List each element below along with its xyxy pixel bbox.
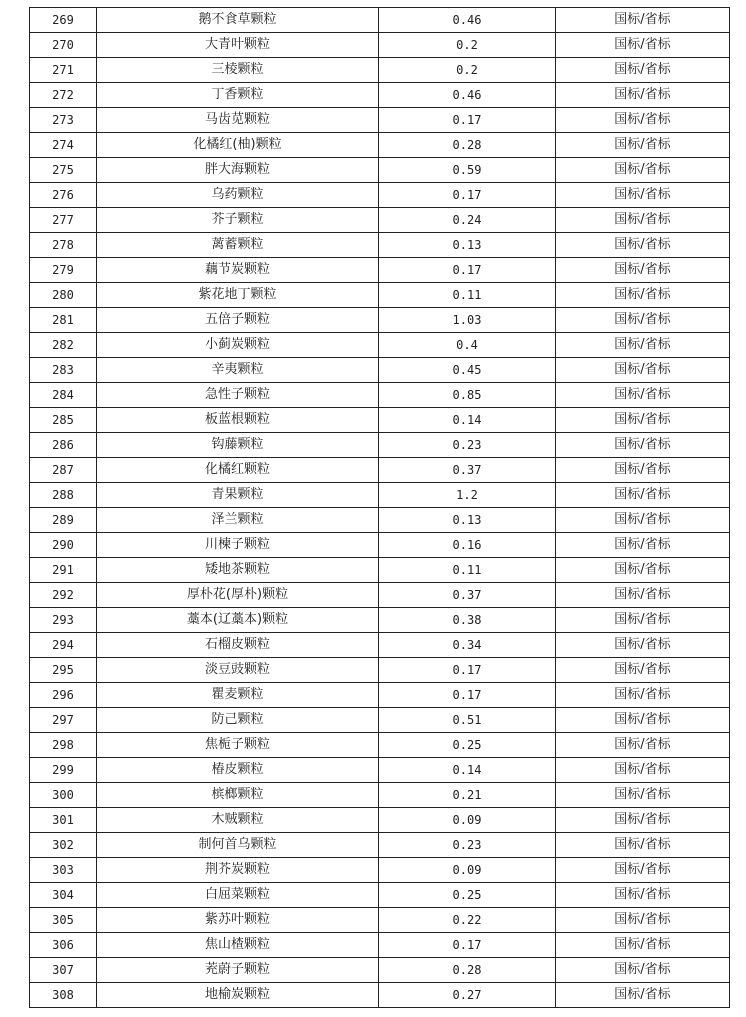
value-cell: 0.46 [379, 8, 556, 33]
product-name-cell: 白屈菜颗粒 [97, 883, 379, 908]
product-name-cell: 急性子颗粒 [97, 383, 379, 408]
table-row [30, 383, 730, 408]
standard-cell: 国标/省标 [556, 983, 730, 1008]
product-name-cell: 泽兰颗粒 [97, 508, 379, 533]
row-number-cell: 305 [30, 908, 97, 933]
value-cell: 0.59 [379, 158, 556, 183]
table-row [30, 783, 730, 808]
table-row [30, 433, 730, 458]
table-row [30, 858, 730, 883]
table-row [30, 933, 730, 958]
value-cell: 0.4 [379, 333, 556, 358]
table-row [30, 833, 730, 858]
row-number-cell: 275 [30, 158, 97, 183]
value-cell: 0.38 [379, 608, 556, 633]
product-name-cell: 乌药颗粒 [97, 183, 379, 208]
table-row [30, 108, 730, 133]
table-row [30, 158, 730, 183]
table-row [30, 508, 730, 533]
table-row [30, 208, 730, 233]
product-name-cell: 丁香颗粒 [97, 83, 379, 108]
row-number-cell: 284 [30, 383, 97, 408]
standard-cell: 国标/省标 [556, 658, 730, 683]
standard-cell: 国标/省标 [556, 8, 730, 33]
standard-cell: 国标/省标 [556, 483, 730, 508]
product-name-cell: 藁本(辽藁本)颗粒 [97, 608, 379, 633]
table-row [30, 83, 730, 108]
standard-cell: 国标/省标 [556, 883, 730, 908]
value-cell: 0.46 [379, 83, 556, 108]
standard-cell: 国标/省标 [556, 858, 730, 883]
table-row [30, 8, 730, 33]
value-cell: 0.16 [379, 533, 556, 558]
table-row [30, 558, 730, 583]
value-cell: 1.2 [379, 483, 556, 508]
row-number-cell: 293 [30, 608, 97, 633]
row-number-cell: 301 [30, 808, 97, 833]
product-name-cell: 鹅不食草颗粒 [97, 8, 379, 33]
standard-cell: 国标/省标 [556, 908, 730, 933]
row-number-cell: 296 [30, 683, 97, 708]
row-number-cell: 297 [30, 708, 97, 733]
product-name-cell: 地榆炭颗粒 [97, 983, 379, 1008]
product-name-cell: 钩藤颗粒 [97, 433, 379, 458]
standard-cell: 国标/省标 [556, 233, 730, 258]
table-row [30, 908, 730, 933]
value-cell: 0.28 [379, 958, 556, 983]
value-cell: 0.28 [379, 133, 556, 158]
product-name-cell: 青果颗粒 [97, 483, 379, 508]
product-name-cell: 紫苏叶颗粒 [97, 908, 379, 933]
row-number-cell: 308 [30, 983, 97, 1008]
table-row [30, 358, 730, 383]
row-number-cell: 304 [30, 883, 97, 908]
product-name-cell: 矮地茶颗粒 [97, 558, 379, 583]
table-row [30, 733, 730, 758]
table-row [30, 583, 730, 608]
row-number-cell: 307 [30, 958, 97, 983]
standard-cell: 国标/省标 [556, 633, 730, 658]
product-name-cell: 荆芥炭颗粒 [97, 858, 379, 883]
product-name-cell: 厚朴花(厚朴)颗粒 [97, 583, 379, 608]
standard-cell: 国标/省标 [556, 133, 730, 158]
row-number-cell: 291 [30, 558, 97, 583]
product-name-cell: 化橘红(柚)颗粒 [97, 133, 379, 158]
standard-cell: 国标/省标 [556, 333, 730, 358]
table-row [30, 58, 730, 83]
value-cell: 0.17 [379, 933, 556, 958]
value-cell: 0.17 [379, 258, 556, 283]
row-number-cell: 299 [30, 758, 97, 783]
standard-cell: 国标/省标 [556, 258, 730, 283]
table-row [30, 758, 730, 783]
value-cell: 0.2 [379, 33, 556, 58]
row-number-cell: 277 [30, 208, 97, 233]
value-cell: 0.37 [379, 583, 556, 608]
product-name-cell: 石榴皮颗粒 [97, 633, 379, 658]
table-row [30, 483, 730, 508]
row-number-cell: 285 [30, 408, 97, 433]
table-row [30, 883, 730, 908]
row-number-cell: 269 [30, 8, 97, 33]
value-cell: 1.03 [379, 308, 556, 333]
standard-cell: 国标/省标 [556, 533, 730, 558]
value-cell: 0.14 [379, 758, 556, 783]
standard-cell: 国标/省标 [556, 958, 730, 983]
table-row [30, 658, 730, 683]
standard-cell: 国标/省标 [556, 808, 730, 833]
value-cell: 0.13 [379, 508, 556, 533]
row-number-cell: 270 [30, 33, 97, 58]
product-name-cell: 小蓟炭颗粒 [97, 333, 379, 358]
table-row [30, 608, 730, 633]
table-row [30, 258, 730, 283]
product-name-cell: 马齿苋颗粒 [97, 108, 379, 133]
value-cell: 0.37 [379, 458, 556, 483]
table-row [30, 633, 730, 658]
product-name-cell: 芥子颗粒 [97, 208, 379, 233]
standard-cell: 国标/省标 [556, 308, 730, 333]
standard-cell: 国标/省标 [556, 158, 730, 183]
standard-cell: 国标/省标 [556, 108, 730, 133]
product-name-cell: 大青叶颗粒 [97, 33, 379, 58]
product-name-cell: 藕节炭颗粒 [97, 258, 379, 283]
row-number-cell: 283 [30, 358, 97, 383]
value-cell: 0.25 [379, 733, 556, 758]
row-number-cell: 273 [30, 108, 97, 133]
value-cell: 0.13 [379, 233, 556, 258]
table-row [30, 283, 730, 308]
table-row [30, 183, 730, 208]
table-row [30, 408, 730, 433]
product-name-cell: 防己颗粒 [97, 708, 379, 733]
product-name-cell: 淡豆豉颗粒 [97, 658, 379, 683]
value-cell: 0.09 [379, 808, 556, 833]
row-number-cell: 298 [30, 733, 97, 758]
product-name-cell: 制何首乌颗粒 [97, 833, 379, 858]
table-body [30, 8, 730, 1008]
value-cell: 0.09 [379, 858, 556, 883]
product-name-cell: 焦山楂颗粒 [97, 933, 379, 958]
value-cell: 0.23 [379, 433, 556, 458]
value-cell: 0.23 [379, 833, 556, 858]
value-cell: 0.34 [379, 633, 556, 658]
product-name-cell: 焦栀子颗粒 [97, 733, 379, 758]
value-cell: 0.17 [379, 183, 556, 208]
product-name-cell: 化橘红颗粒 [97, 458, 379, 483]
standard-cell: 国标/省标 [556, 558, 730, 583]
table-row [30, 458, 730, 483]
standard-cell: 国标/省标 [556, 33, 730, 58]
value-cell: 0.24 [379, 208, 556, 233]
standard-cell: 国标/省标 [556, 583, 730, 608]
table-row [30, 333, 730, 358]
row-number-cell: 295 [30, 658, 97, 683]
product-name-cell: 五倍子颗粒 [97, 308, 379, 333]
product-name-cell: 紫花地丁颗粒 [97, 283, 379, 308]
value-cell: 0.11 [379, 558, 556, 583]
standard-cell: 国标/省标 [556, 733, 730, 758]
row-number-cell: 288 [30, 483, 97, 508]
row-number-cell: 272 [30, 83, 97, 108]
table-row [30, 708, 730, 733]
table-row [30, 683, 730, 708]
product-name-cell: 椿皮颗粒 [97, 758, 379, 783]
row-number-cell: 302 [30, 833, 97, 858]
standard-cell: 国标/省标 [556, 283, 730, 308]
value-cell: 0.25 [379, 883, 556, 908]
table-row [30, 308, 730, 333]
product-name-cell: 木贼颗粒 [97, 808, 379, 833]
row-number-cell: 306 [30, 933, 97, 958]
value-cell: 0.17 [379, 108, 556, 133]
standard-cell: 国标/省标 [556, 83, 730, 108]
row-number-cell: 294 [30, 633, 97, 658]
standard-cell: 国标/省标 [556, 433, 730, 458]
product-name-cell: 茺蔚子颗粒 [97, 958, 379, 983]
standard-cell: 国标/省标 [556, 608, 730, 633]
standard-cell: 国标/省标 [556, 683, 730, 708]
value-cell: 0.85 [379, 383, 556, 408]
value-cell: 0.17 [379, 658, 556, 683]
table-row [30, 33, 730, 58]
product-name-cell: 胖大海颗粒 [97, 158, 379, 183]
row-number-cell: 279 [30, 258, 97, 283]
value-cell: 0.45 [379, 358, 556, 383]
product-name-cell: 三棱颗粒 [97, 58, 379, 83]
value-cell: 0.22 [379, 908, 556, 933]
product-name-cell: 瞿麦颗粒 [97, 683, 379, 708]
row-number-cell: 282 [30, 333, 97, 358]
standard-cell: 国标/省标 [556, 758, 730, 783]
row-number-cell: 281 [30, 308, 97, 333]
value-cell: 0.14 [379, 408, 556, 433]
product-name-cell: 川楝子颗粒 [97, 533, 379, 558]
product-name-cell: 蓠蓄颗粒 [97, 233, 379, 258]
standard-cell: 国标/省标 [556, 383, 730, 408]
value-cell: 0.27 [379, 983, 556, 1008]
product-name-cell: 槟榔颗粒 [97, 783, 379, 808]
row-number-cell: 276 [30, 183, 97, 208]
value-cell: 0.11 [379, 283, 556, 308]
standard-cell: 国标/省标 [556, 358, 730, 383]
row-number-cell: 280 [30, 283, 97, 308]
row-number-cell: 274 [30, 133, 97, 158]
value-cell: 0.51 [379, 708, 556, 733]
table-row [30, 533, 730, 558]
row-number-cell: 278 [30, 233, 97, 258]
price-table [29, 7, 730, 1008]
table-row [30, 983, 730, 1008]
table-row [30, 233, 730, 258]
value-cell: 0.2 [379, 58, 556, 83]
standard-cell: 国标/省标 [556, 708, 730, 733]
row-number-cell: 303 [30, 858, 97, 883]
standard-cell: 国标/省标 [556, 408, 730, 433]
table-row [30, 133, 730, 158]
standard-cell: 国标/省标 [556, 183, 730, 208]
table-row [30, 958, 730, 983]
row-number-cell: 289 [30, 508, 97, 533]
row-number-cell: 300 [30, 783, 97, 808]
value-cell: 0.21 [379, 783, 556, 808]
standard-cell: 国标/省标 [556, 458, 730, 483]
row-number-cell: 286 [30, 433, 97, 458]
standard-cell: 国标/省标 [556, 208, 730, 233]
table-row [30, 808, 730, 833]
standard-cell: 国标/省标 [556, 58, 730, 83]
standard-cell: 国标/省标 [556, 833, 730, 858]
standard-cell: 国标/省标 [556, 783, 730, 808]
product-name-cell: 辛夷颗粒 [97, 358, 379, 383]
row-number-cell: 271 [30, 58, 97, 83]
standard-cell: 国标/省标 [556, 933, 730, 958]
value-cell: 0.17 [379, 683, 556, 708]
row-number-cell: 290 [30, 533, 97, 558]
standard-cell: 国标/省标 [556, 508, 730, 533]
product-name-cell: 板蓝根颗粒 [97, 408, 379, 433]
row-number-cell: 287 [30, 458, 97, 483]
row-number-cell: 292 [30, 583, 97, 608]
